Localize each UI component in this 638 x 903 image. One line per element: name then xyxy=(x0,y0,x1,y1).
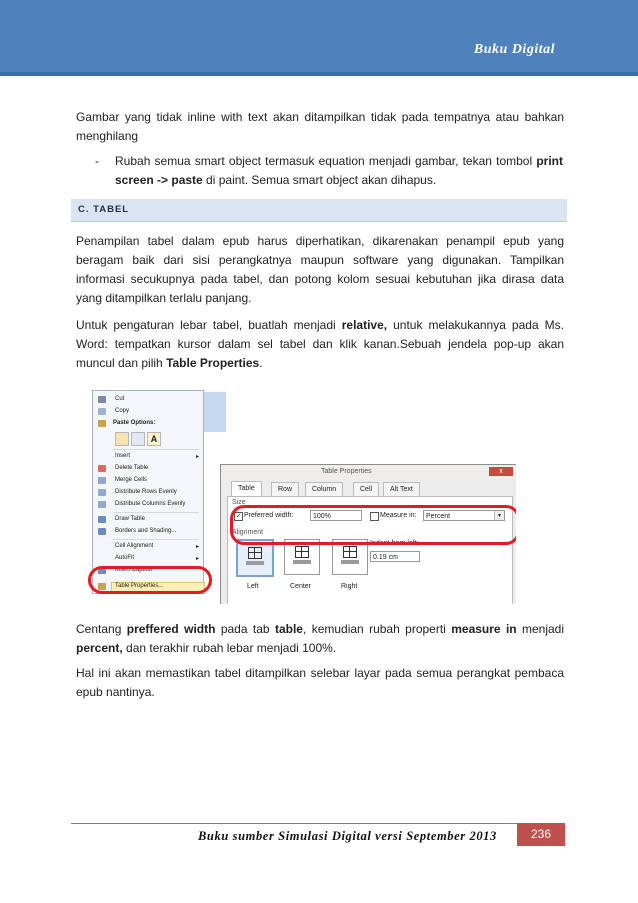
context-menu xyxy=(92,390,204,594)
align-line xyxy=(246,561,264,565)
p3-g: menjadi xyxy=(516,622,565,636)
tab-table[interactable]: Table xyxy=(231,481,262,498)
paste-text-only-button[interactable]: A xyxy=(147,432,161,446)
delete-table-icon xyxy=(98,465,106,472)
paragraph-preferred-width xyxy=(76,620,564,658)
header-title: Buku Digital xyxy=(473,42,555,57)
footer-rule xyxy=(71,823,565,824)
menu-item-cell-alignment[interactable]: Cell Alignment xyxy=(115,543,154,549)
distribute-columns-icon xyxy=(98,501,106,508)
menu-item-table-properties[interactable]: Table Properties... xyxy=(115,583,164,589)
p3-i: dan terakhir rubah lebar menjadi 100%. xyxy=(122,641,337,655)
paragraph-table-display: Penampilan tabel dalam epub harus diperhatikan, dikarenakan penampil epub yang beragam baik dari sisi perangkatnya maupun software yang digunakan. Tampilkan informasi secukupnya pada tabel, dan potong kolom sesuai kebutuhan jika dirasa data yang ditampilkan terlalu panjang. xyxy=(76,234,564,305)
menu-item-insert-caption[interactable]: Insert Caption xyxy=(115,567,153,573)
merge-cells-icon xyxy=(98,477,106,484)
p3-d: table xyxy=(274,622,303,636)
dialog-title: Table Properties xyxy=(321,468,372,475)
menu-item-insert[interactable]: Insert xyxy=(115,453,131,459)
close-icon[interactable]: x xyxy=(489,467,513,476)
menu-item-distribute-rows[interactable]: Distribute Rows Evenly xyxy=(115,489,177,495)
align-line xyxy=(293,560,311,564)
highlight-oval-menu xyxy=(88,566,212,594)
header-band-edge xyxy=(0,72,638,76)
p3-h: percent, xyxy=(76,641,123,655)
submenu-arrow-icon: ▸ xyxy=(195,556,199,562)
bullet-text-a: Rubah semua smart object termasuk equation menjadi gambar, tekan tombol xyxy=(115,154,537,168)
cut-icon xyxy=(98,396,106,403)
indent-label: Indent from left: xyxy=(370,540,419,547)
paste-keep-format-icon[interactable] xyxy=(115,432,129,446)
indent-input[interactable] xyxy=(370,551,420,562)
distribute-rows-icon xyxy=(98,489,106,496)
width-value: 100% xyxy=(313,513,331,520)
p2-a: Untuk pengaturan lebar tabel, buatlah menjadi xyxy=(76,318,342,332)
table-right-icon xyxy=(343,546,357,558)
highlight-oval-width xyxy=(230,505,516,545)
size-group-label: Size xyxy=(232,499,246,506)
menu-separator xyxy=(113,449,199,450)
menu-item-cut[interactable]: Cut xyxy=(115,396,125,402)
section-heading-label: C. TABEL xyxy=(78,204,130,215)
menu-item-copy[interactable]: Copy xyxy=(115,408,130,414)
alignment-group-label: Alignment xyxy=(232,529,264,536)
menu-item-merge-cells[interactable]: Merge Cells xyxy=(115,477,148,483)
preferred-width-checkbox[interactable]: ✓ xyxy=(235,513,242,520)
paste-options-header: Paste Options: xyxy=(113,420,156,426)
indent-value: 0.19 cm xyxy=(373,554,398,561)
word-screenshot xyxy=(88,380,516,604)
align-line xyxy=(341,560,359,564)
borders-icon xyxy=(98,528,106,535)
preferred-width-label: Preferred width: xyxy=(244,512,294,519)
page-number: 236 xyxy=(517,823,565,846)
bullet-dash: - xyxy=(95,154,99,168)
intro-paragraph: Gambar yang tidak inline with text akan ditampilkan tidak pada tempatnya atau bahkan menghilang xyxy=(76,110,564,143)
p3-a: Centang xyxy=(76,622,127,636)
tab-column[interactable]: Column xyxy=(305,482,343,497)
menu-item-autofit[interactable]: AutoFit xyxy=(115,555,135,561)
menu-item-borders-shading[interactable]: Borders and Shading... xyxy=(115,528,177,534)
menu-separator xyxy=(113,512,199,513)
menu-item-distribute-columns[interactable]: Distribute Columns Evenly xyxy=(115,501,186,507)
bullet-text xyxy=(115,152,563,190)
tab-cell[interactable]: Cell xyxy=(353,482,379,497)
chevron-down-icon: ▾ xyxy=(494,511,504,520)
align-center-label: Center xyxy=(290,583,312,590)
menu-item-draw-table[interactable]: Draw Table xyxy=(115,516,145,522)
p3-f: measure in xyxy=(451,622,517,636)
p2-e: . xyxy=(259,356,263,370)
p3-b: preffered width xyxy=(126,622,216,636)
align-right-label: Right xyxy=(341,583,358,590)
p2-c: untuk melakukannya pada Ms. Word: tempatkan kursor dalam sel tabel dan klik kanan.Sebuah jendela pop-up akan muncul dan pilih xyxy=(76,318,564,370)
tab-row[interactable]: Row xyxy=(271,482,299,497)
menu-separator xyxy=(113,539,199,540)
p2-b: relative, xyxy=(341,318,388,332)
p3-e: , kemudian rubah properti xyxy=(302,622,452,636)
footer-text: Buku sumber Simulasi Digital versi September 2013 xyxy=(198,829,497,843)
copy-icon xyxy=(98,408,106,415)
p3-c: pada tab xyxy=(215,622,275,636)
header-band xyxy=(0,0,638,76)
paragraph-table-width xyxy=(76,316,564,373)
draw-table-icon xyxy=(98,516,106,523)
paste-merge-icon[interactable] xyxy=(131,432,145,446)
bullet-text-b: di paint. Semua smart object akan dihapus. xyxy=(202,173,437,187)
p2-d: Table Properties xyxy=(166,356,260,370)
table-left-icon xyxy=(248,547,262,559)
submenu-arrow-icon: ▸ xyxy=(195,544,199,550)
paragraph-conclusion: Hal ini akan memastikan tabel ditampilkan selebar layar pada semua perangkat pembaca epub nantinya. xyxy=(76,666,564,699)
tab-alt-text[interactable]: Alt Text xyxy=(383,482,420,497)
submenu-arrow-icon: ▸ xyxy=(195,454,199,460)
measure-in-value: Percent xyxy=(426,513,451,520)
measure-in-label: Measure in: xyxy=(380,512,417,519)
align-left-label: Left xyxy=(247,583,259,590)
table-center-icon xyxy=(295,546,309,558)
bullet-text-bold: print screen -> paste xyxy=(115,154,563,187)
menu-item-delete-table[interactable]: Delete Table xyxy=(115,465,149,471)
section-heading xyxy=(71,199,567,222)
paste-icon xyxy=(98,420,106,427)
